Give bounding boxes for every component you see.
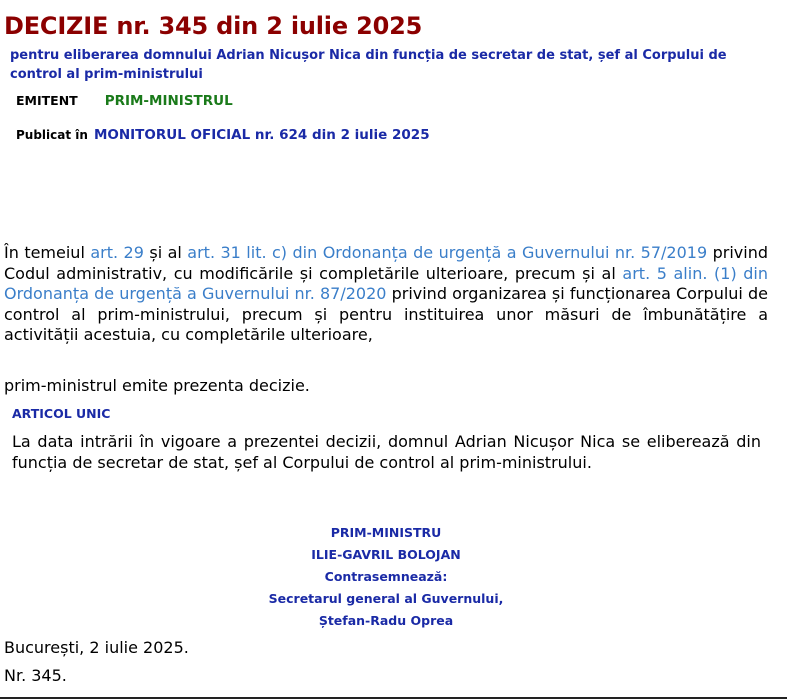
articol-heading: ARTICOL UNIC (12, 406, 111, 421)
publicat-row (16, 127, 430, 143)
signatory-role: PRIM-MINISTRU (330, 525, 442, 540)
preamble-text: privind organizarea și funcționarea Corpului de control al prim-ministrului, precum și pentru instituirea unor măsuri de îmbunătățire a activității acestuia, cu completările ulterioare, (4, 284, 768, 344)
emitent-row (16, 93, 233, 109)
countersign-label: Contrasemnează: (324, 569, 448, 584)
signature-block (180, 522, 592, 632)
bottom-divider (0, 697, 787, 699)
emitent-label: EMITENT (16, 93, 78, 108)
document-subtitle: pentru eliberarea domnului Adrian Nicușor Nica din funcția de secretar de stat, șef al Corpului de control al prim-ministrului (10, 48, 727, 82)
preamble-paragraph (4, 243, 768, 346)
document-number: Nr. 345. (4, 666, 67, 685)
ref-link-art-29[interactable]: art. 29 (90, 243, 144, 262)
preamble-text: și al (143, 243, 188, 262)
signatory-name: ILIE-GAVRIL BOLOJAN (311, 547, 461, 562)
ref-link-oug-57-2019[interactable]: art. 31 lit. c) din Ordonanța de urgență a Guvernului nr. 57/2019 (187, 243, 708, 262)
countersign-role: Secretarul general al Guvernului, (268, 591, 504, 606)
emitent-value: PRIM-MINISTRUL (104, 93, 233, 109)
place-date: București, 2 iulie 2025. (4, 638, 189, 657)
publicat-value: MONITORUL OFICIAL nr. 624 din 2 iulie 2025 (93, 127, 430, 143)
countersign-name: Ștefan-Radu Oprea (318, 613, 454, 628)
emite-statement: prim-ministrul emite prezenta decizie. (4, 376, 310, 395)
document-title: DECIZIE nr. 345 din 2 iulie 2025 (4, 12, 423, 40)
publicat-label: Publicat în (16, 128, 88, 142)
ref-link-oug-87-2020[interactable]: art. 5 alin. (1) din Ordonanța de urgență a Guvernului nr. 87/2020 (4, 263, 769, 303)
preamble-text: privind Codul administrativ, cu modificările și completările ulterioare, precum și al (4, 243, 768, 283)
preamble-text: În temeiul (4, 243, 91, 262)
articol-text: La data intrării în vigoare a prezentei decizii, domnul Adrian Nicușor Nica se eliberează din funcția de secretar de stat, șef al Corpului de control al prim-ministrului. (12, 432, 761, 472)
